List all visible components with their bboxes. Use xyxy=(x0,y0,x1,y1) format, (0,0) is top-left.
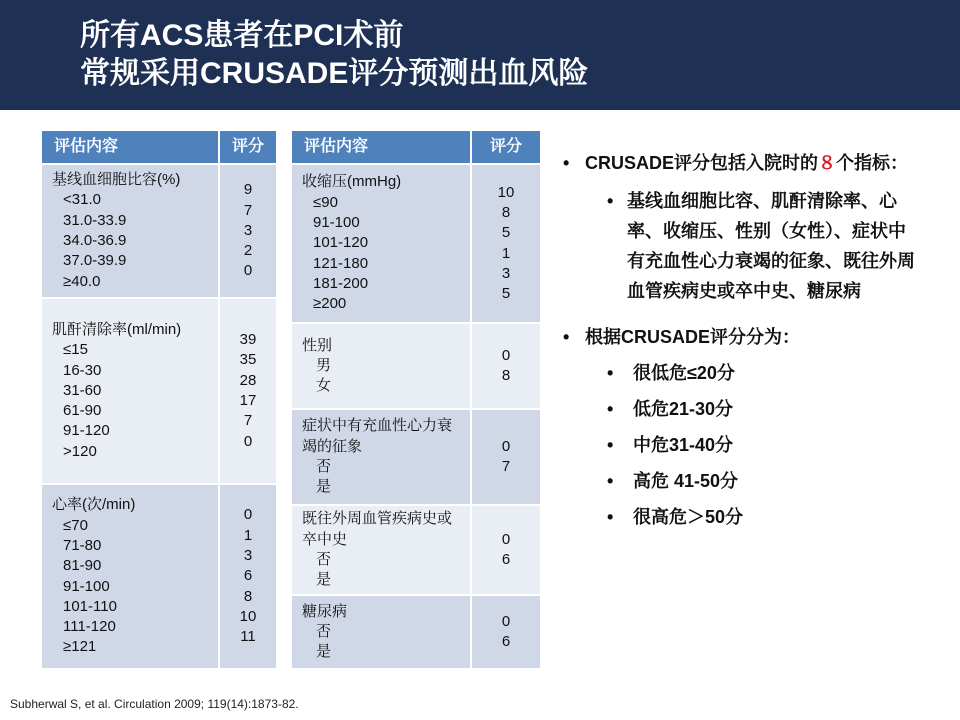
risk-level-medium: • 中危31-40分 xyxy=(563,430,923,460)
score-value: 0 xyxy=(243,432,253,450)
score-value: 7 xyxy=(243,412,253,430)
col-header-item: 评估内容 xyxy=(291,130,471,164)
row-score-cell xyxy=(471,505,541,595)
score-value: 6 xyxy=(501,633,511,650)
option-text: ≥200 xyxy=(313,295,347,313)
option-text: ≤90 xyxy=(313,193,338,211)
option-text: 111-120 xyxy=(63,618,116,636)
row-title: 收缩压(mmHg) xyxy=(302,173,402,191)
score-value: 2 xyxy=(243,242,253,260)
score-value: 7 xyxy=(243,201,253,219)
score-value: 8 xyxy=(501,367,511,384)
score-value: 1 xyxy=(501,244,511,262)
bullet-text: CRUSADE评分包括入院时的 xyxy=(585,153,819,173)
option-text: 31-60 xyxy=(63,381,102,399)
score-value: 3 xyxy=(501,264,511,282)
option-text: 71-80 xyxy=(63,536,102,554)
score-value: 0 xyxy=(243,262,253,280)
row-item-cell xyxy=(291,595,471,669)
row-score-cell xyxy=(471,595,541,669)
col-header-score: 评分 xyxy=(471,130,541,164)
option-text: 31.0-33.9 xyxy=(63,211,127,229)
option-text: ≤15 xyxy=(63,341,88,359)
row-item-cell xyxy=(291,164,471,323)
citation: Subherwal S, et al. Circulation 2009; 119(14):1873-82. xyxy=(10,697,299,711)
crusade-table-right xyxy=(290,129,542,670)
title-banner xyxy=(0,0,960,110)
score-value: 10 xyxy=(497,183,515,201)
option-text: 是 xyxy=(316,478,332,496)
row-title: 基线血细胞比容(%) xyxy=(52,171,181,189)
row-item-cell xyxy=(41,164,219,298)
option-text: 否 xyxy=(316,622,332,640)
option-text: 181-200 xyxy=(313,274,369,292)
option-text: 女 xyxy=(316,377,332,395)
option-text: 91-100 xyxy=(313,214,360,232)
row-title: 糖尿病 xyxy=(302,602,348,620)
row-item-cell xyxy=(291,323,471,409)
row-score-cell xyxy=(471,164,541,323)
option-text: 34.0-36.9 xyxy=(63,232,127,249)
score-value: 17 xyxy=(239,392,257,409)
score-value: 0 xyxy=(243,506,253,524)
score-value: 0 xyxy=(501,612,511,630)
table-row-sex xyxy=(291,323,541,409)
option-text: ≥121 xyxy=(63,638,97,656)
score-value: 1 xyxy=(243,526,253,544)
bullet-risk-grading: • 根据CRUSADE评分分为： xyxy=(563,322,923,352)
summary-bullets xyxy=(563,148,923,532)
score-value: 6 xyxy=(501,551,511,568)
option-text: 是 xyxy=(316,643,332,661)
table-row-hematocrit xyxy=(41,164,277,298)
score-value: 8 xyxy=(243,587,253,605)
option-text: 81-90 xyxy=(63,557,102,575)
option-text: 121-180 xyxy=(313,254,369,272)
row-score-cell xyxy=(219,164,277,298)
row-item-cell xyxy=(291,505,471,595)
slide-title-line-1: 所有ACS患者在PCI术前 xyxy=(80,19,404,52)
table-row-creatinine-clearance xyxy=(41,298,277,484)
bullet-text: 个指标： xyxy=(836,153,909,173)
option-text: 91-100 xyxy=(63,577,110,595)
row-title: 性别 xyxy=(302,336,333,354)
option-text: 16-30 xyxy=(63,361,102,379)
sub-bullet-indicator-list: • 基线血细胞比容、肌酐清除率、心率、收缩压、性别（女性）、症状中有充血性心力衰竭的征象、既往外周血管疾病史或卒中史、糖尿病 xyxy=(563,186,923,306)
score-value: 0 xyxy=(501,437,511,455)
bullet-crusade-indicators xyxy=(563,148,923,178)
option-text: 否 xyxy=(316,458,332,475)
score-value: 0 xyxy=(501,346,511,364)
row-score-cell xyxy=(219,484,277,669)
score-value: 35 xyxy=(239,351,257,369)
row-score-cell xyxy=(471,323,541,409)
row-title: 症状中有充血性心力衰竭的征象 xyxy=(302,417,453,455)
option-text: 101-110 xyxy=(63,597,117,615)
row-title: 既往外周血管疾病史或卒中史 xyxy=(302,510,453,548)
option-text: ≥40.0 xyxy=(63,272,101,290)
indicator-count: ８ xyxy=(818,153,837,173)
table-row-heart-failure-signs xyxy=(291,409,541,505)
score-value: 0 xyxy=(501,530,511,548)
option-text: 37.0-39.9 xyxy=(63,252,127,270)
table-row-diabetes xyxy=(291,595,541,669)
option-text: 男 xyxy=(316,356,332,374)
row-title: 心率(次/min) xyxy=(52,496,136,514)
risk-level-very-high: • 很高危＞50分 xyxy=(563,502,923,532)
table-row-vascular-or-stroke-history xyxy=(291,505,541,595)
row-item-cell xyxy=(291,409,471,505)
option-text: 61-90 xyxy=(63,402,102,420)
row-item-cell xyxy=(41,484,219,669)
option-text: 否 xyxy=(316,551,332,568)
option-text: >120 xyxy=(63,442,97,460)
risk-level-high: • 高危 41-50分 xyxy=(563,466,923,496)
score-value: 8 xyxy=(501,203,511,221)
crusade-table-left xyxy=(40,129,278,670)
score-value: 7 xyxy=(501,458,511,475)
score-value: 3 xyxy=(243,547,253,565)
score-value: 28 xyxy=(239,371,257,389)
score-value: 5 xyxy=(501,224,511,242)
col-header-item: 评估内容 xyxy=(41,130,219,164)
risk-level-low: • 低危21-30分 xyxy=(563,394,923,424)
score-value: 11 xyxy=(240,628,256,646)
score-value: 9 xyxy=(243,181,253,199)
score-value: 10 xyxy=(239,607,257,625)
risk-level-very-low: • 很低危≤20分 xyxy=(563,358,923,388)
option-text: 是 xyxy=(316,571,332,589)
col-header-score: 评分 xyxy=(219,130,277,164)
row-score-cell xyxy=(219,298,277,484)
row-score-cell xyxy=(471,409,541,505)
option-text: ≤70 xyxy=(63,516,88,534)
score-value: 6 xyxy=(243,567,253,585)
row-item-cell xyxy=(41,298,219,484)
option-text: <31.0 xyxy=(63,191,101,209)
row-title: 肌酐清除率(ml/min) xyxy=(52,320,182,338)
table-row-systolic-bp xyxy=(291,164,541,323)
score-value: 3 xyxy=(243,221,253,239)
table-row-heart-rate xyxy=(41,484,277,669)
slide-title-line-2: 常规采用CRUSADE评分预测出血风险 xyxy=(80,57,589,90)
score-value: 39 xyxy=(239,331,257,349)
option-text: 91-120 xyxy=(63,422,110,440)
score-value: 5 xyxy=(501,285,511,303)
option-text: 101-120 xyxy=(313,234,369,252)
